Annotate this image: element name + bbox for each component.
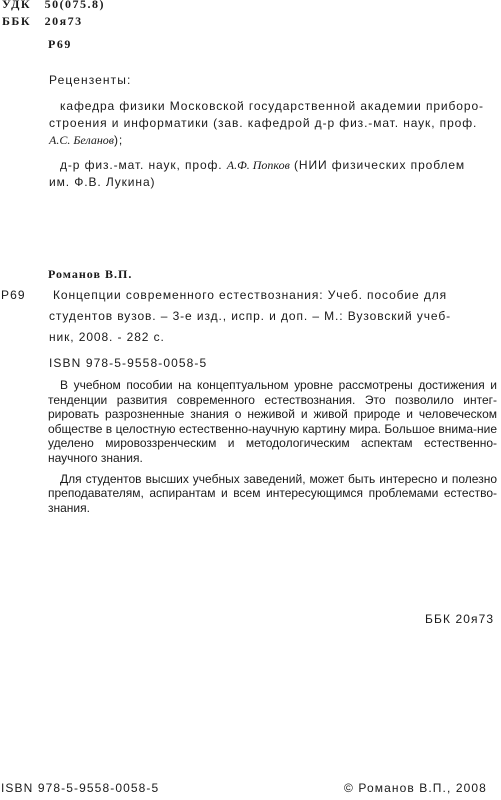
reviewer-2-line2: им. Ф.В. Лукина) xyxy=(49,175,156,189)
udk-line xyxy=(2,0,105,12)
annotation-paragraph-2: Для студентов высших учебных заведений, может быть интересно и полезно преподавателям, аспирантам и всем интересующимся проблемами естество-знания. xyxy=(48,471,497,515)
citation-code: Р69 xyxy=(1,288,26,302)
reviewer-2-prefix: д-р физ.-мат. наук, проф. xyxy=(60,158,223,172)
citation-line1: Концепции современного естествознания: Учеб. пособие для xyxy=(53,288,448,302)
bbk-label: ББК xyxy=(2,14,32,28)
footer-isbn: ISBN 978-5-9558-0058-5 xyxy=(1,781,160,795)
udk-value: 50(075.8) xyxy=(44,0,106,11)
udk-label: УДК xyxy=(2,0,32,11)
citation-line2: студентов вузов. – 3-е изд., испр. и доп. – М.: Вузовский учеб- xyxy=(49,309,452,323)
reviewer-2-affiliation: (НИИ физических проблем xyxy=(294,158,466,172)
footer-copyright: © Романов В.П., 2008 xyxy=(344,781,487,795)
bbk-line xyxy=(2,14,83,29)
bbk-value: 20я73 xyxy=(44,14,83,28)
reviewer-2-name: А.Ф. Попков xyxy=(226,158,290,172)
shelf-code: Р69 xyxy=(48,37,72,51)
citation-line3: ник, 2008. - 282 с. xyxy=(49,330,165,344)
reviewers-heading: Рецензенты: xyxy=(49,73,132,87)
reviewer-1-line3 xyxy=(49,133,123,148)
reviewer-1-line1: кафедра физики Московской государственной академии приборо- xyxy=(60,99,484,113)
reviewer-1-suffix: ); xyxy=(113,133,124,147)
bbk-bottom: ББК 20я73 xyxy=(425,612,495,626)
reviewer-1-line2: строения и информатики (зав. кафедрой д-р физ.-мат. наук, проф. xyxy=(49,116,478,130)
reviewer-1-name: А.С. Беланов xyxy=(49,133,114,147)
annotation-paragraph-1: В учебном пособии на концептуальном уровне рассмотрены достижения и тенденции развития современного естествознания. Это позволило интег-рировать разрозненные знания о неживой и живой природе и человеческом обществе в целостную естественно-научную картину мира. Большое внима-ние уделено мировоззренческим и методологическим аспектам естественно-научного знания. xyxy=(48,378,497,465)
isbn-main: ISBN 978-5-9558-0058-5 xyxy=(49,356,208,370)
reviewer-2-line1 xyxy=(60,158,465,173)
annotation xyxy=(48,378,497,515)
author-heading: Романов В.П. xyxy=(48,267,133,281)
